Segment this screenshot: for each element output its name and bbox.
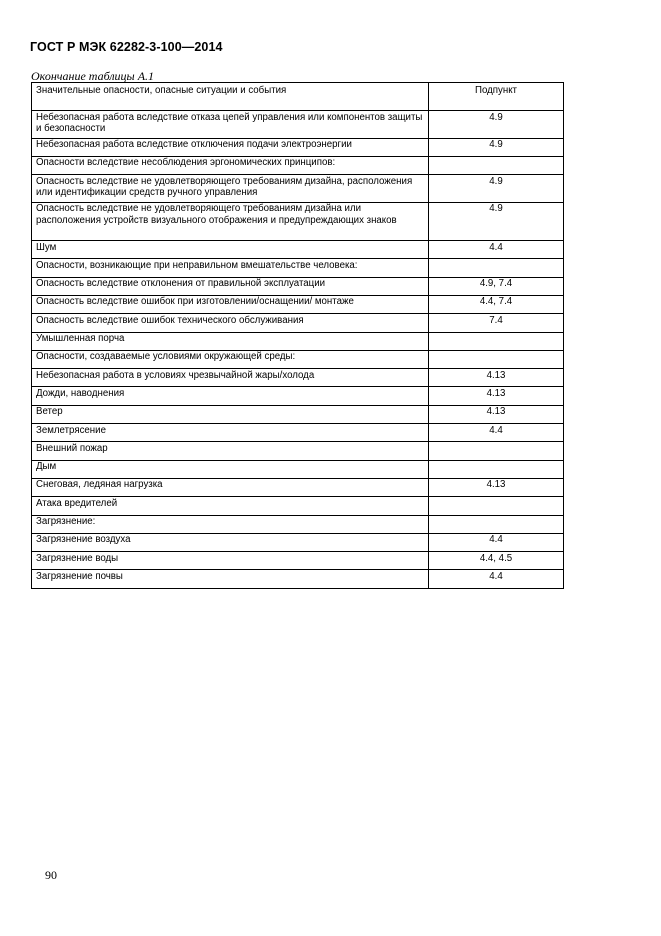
table-row [32, 175, 564, 203]
table-row [32, 497, 564, 515]
hazard-cell: Атака вредителей [32, 497, 429, 515]
hazards-table [31, 82, 564, 589]
subclause-cell: 4.4 [429, 533, 564, 551]
subclause-cell [429, 156, 564, 174]
table-row [32, 387, 564, 405]
hazard-cell: Опасность вследствие не удовлетворяющего требованиям дизайна, расположения или идентификации средств ручного управления [32, 175, 429, 203]
table-row [32, 442, 564, 460]
subclause-cell [429, 460, 564, 478]
hazard-cell: Опасность вследствие отклонения от правильной эксплуатации [32, 277, 429, 295]
subclause-cell [429, 259, 564, 277]
subclause-cell [429, 497, 564, 515]
table-row [32, 515, 564, 533]
table-row [32, 570, 564, 588]
hazard-cell: Снеговая, ледяная нагрузка [32, 478, 429, 496]
table-row [32, 552, 564, 570]
subclause-cell: 4.4 [429, 241, 564, 259]
subclause-cell: 4.4 [429, 570, 564, 588]
column-header-subclause: Подпункт [429, 83, 564, 111]
table-row [32, 202, 564, 241]
table-row [32, 111, 564, 139]
subclause-cell: 4.9, 7.4 [429, 277, 564, 295]
table-header-row [32, 83, 564, 111]
table-row [32, 295, 564, 313]
page-number: 90 [45, 868, 57, 882]
subclause-cell: 4.13 [429, 405, 564, 423]
hazard-cell: Опасность вследствие не удовлетворяющего требованиям дизайна или расположения устройств визуального отображения и предупреждающих знаков [32, 202, 429, 241]
subclause-cell [429, 442, 564, 460]
subclause-cell [429, 332, 564, 350]
table-row [32, 277, 564, 295]
table-body [32, 111, 564, 589]
subclause-cell: 4.9 [429, 202, 564, 241]
column-header-hazards: Значительные опасности, опасные ситуации и события [32, 83, 429, 111]
hazard-cell: Ветер [32, 405, 429, 423]
subclause-cell: 7.4 [429, 314, 564, 332]
subclause-cell: 4.13 [429, 369, 564, 387]
subclause-cell: 4.13 [429, 387, 564, 405]
table-row [32, 314, 564, 332]
hazard-cell: Загрязнение: [32, 515, 429, 533]
table-row [32, 424, 564, 442]
hazard-cell: Небезопасная работа вследствие отказа цепей управления или компонентов защиты и безопасности [32, 111, 429, 139]
hazard-cell: Внешний пожар [32, 442, 429, 460]
subclause-cell: 4.9 [429, 111, 564, 139]
table-row [32, 259, 564, 277]
table-row [32, 405, 564, 423]
table-row [32, 332, 564, 350]
hazard-cell: Опасности, возникающие при неправильном вмешательстве человека: [32, 259, 429, 277]
subclause-cell: 4.9 [429, 175, 564, 203]
hazard-cell: Опасность вследствие ошибок технического обслуживания [32, 314, 429, 332]
subclause-cell: 4.4, 7.4 [429, 295, 564, 313]
hazard-cell: Дожди, наводнения [32, 387, 429, 405]
hazard-cell: Небезопасная работа в условиях чрезвычайной жары/холода [32, 369, 429, 387]
subclause-cell [429, 350, 564, 368]
table-row [32, 460, 564, 478]
table-row [32, 241, 564, 259]
table-row [32, 533, 564, 551]
subclause-cell: 4.9 [429, 138, 564, 156]
hazard-cell: Опасности вследствие несоблюдения эргономических принципов: [32, 156, 429, 174]
subclause-cell [429, 515, 564, 533]
subclause-cell: 4.4 [429, 424, 564, 442]
hazard-cell: Землетрясение [32, 424, 429, 442]
table-row [32, 138, 564, 156]
subclause-cell: 4.4, 4.5 [429, 552, 564, 570]
hazard-cell: Умышленная порча [32, 332, 429, 350]
hazard-cell: Загрязнение воздуха [32, 533, 429, 551]
table-row [32, 156, 564, 174]
hazard-cell: Опасности, создаваемые условиями окружающей среды: [32, 350, 429, 368]
hazard-cell: Загрязнение воды [32, 552, 429, 570]
document-title: ГОСТ Р МЭК 62282-3-100—2014 [30, 40, 223, 54]
hazard-cell: Шум [32, 241, 429, 259]
hazard-cell: Дым [32, 460, 429, 478]
hazard-cell: Загрязнение почвы [32, 570, 429, 588]
subclause-cell: 4.13 [429, 478, 564, 496]
table-caption: Окончание таблицы А.1 [31, 69, 155, 83]
table-row [32, 350, 564, 368]
hazard-cell: Опасность вследствие ошибок при изготовлении/оснащении/ монтаже [32, 295, 429, 313]
table-row [32, 369, 564, 387]
table-row [32, 478, 564, 496]
hazard-cell: Небезопасная работа вследствие отключения подачи электроэнергии [32, 138, 429, 156]
